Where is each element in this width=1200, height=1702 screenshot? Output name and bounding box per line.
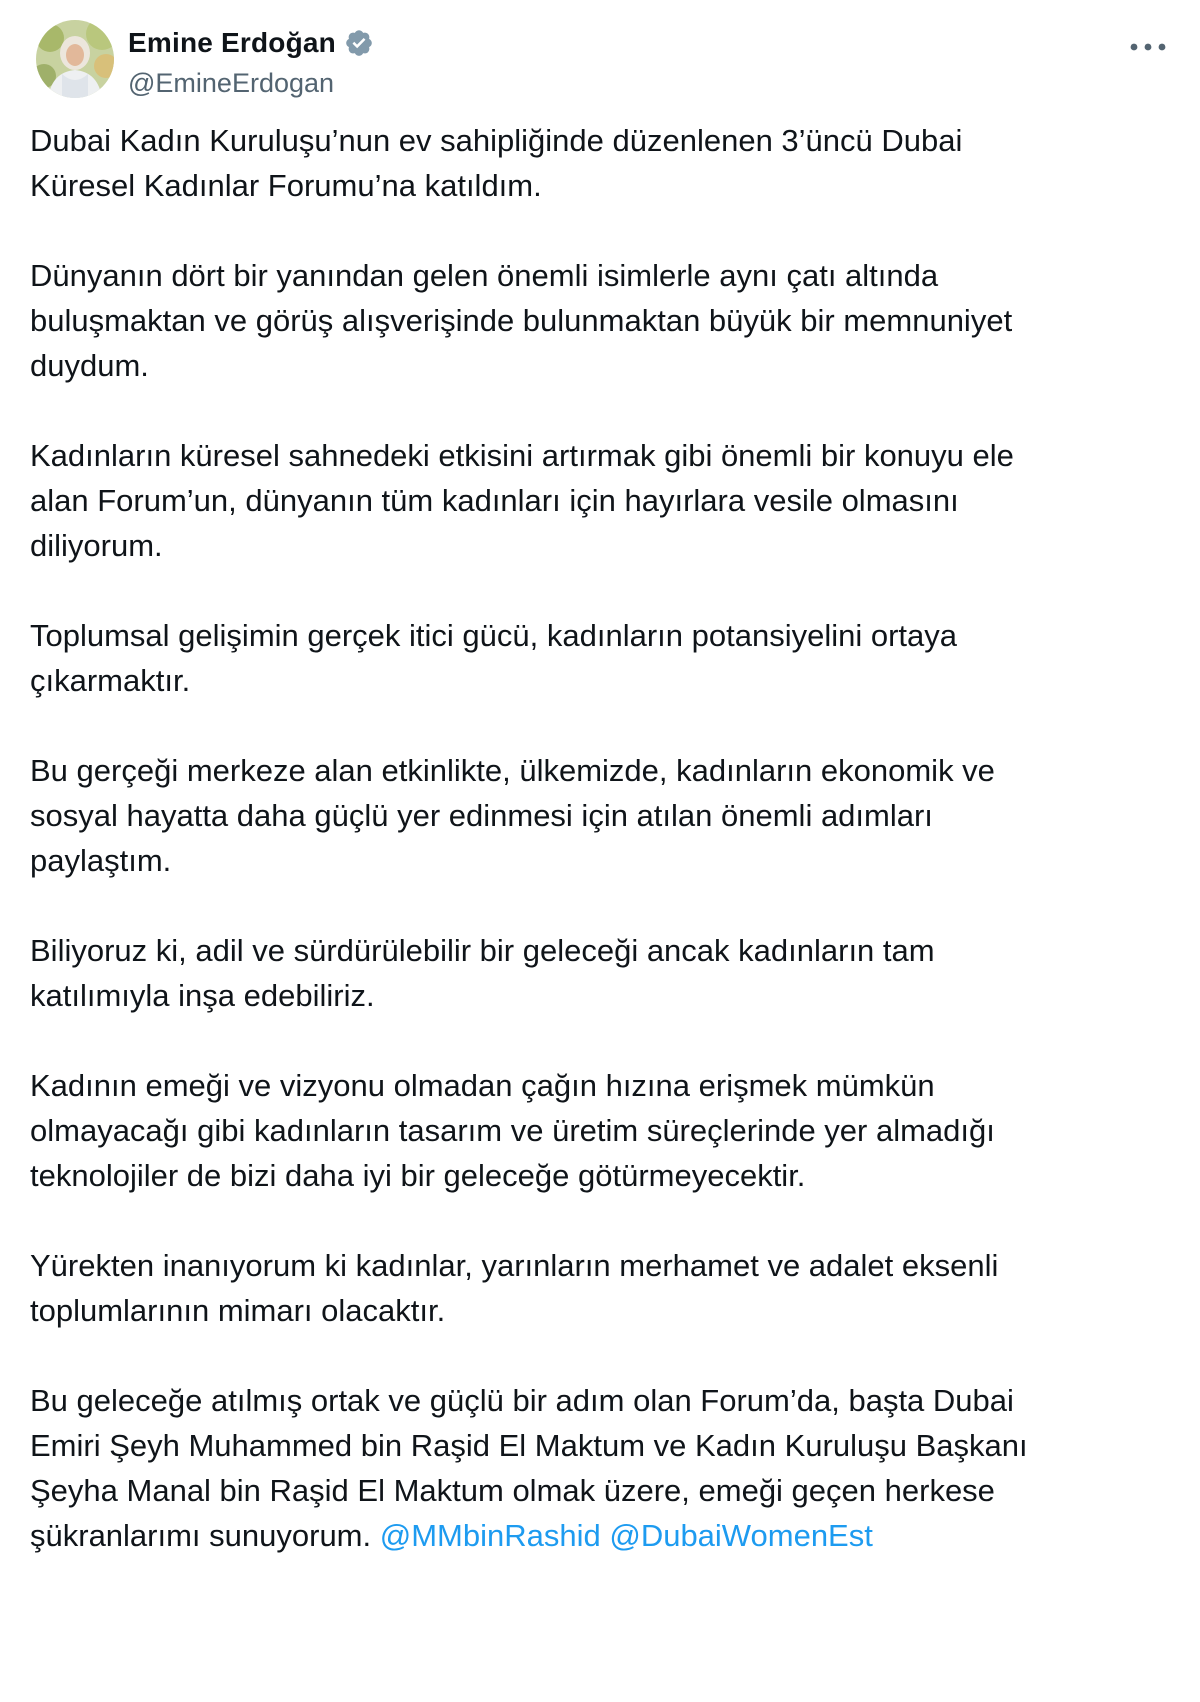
tweet-paragraph: Kadının emeği ve vizyonu olmadan çağın hızına erişmek mümkün olmayacağı gibi kadınların tasarım ve üretim süreçlerinde yer almadığı teknolojiler de bizi daha iyi bir geleceğe götürmeyecektir. [30,1068,995,1193]
tweet-paragraph: Dünyanın dört bir yanından gelen önemli isimlerle aynı çatı altında buluşmaktan ve görüş alışverişinde bulunmaktan büyük bir memnuniyet duydum. [30,258,1013,383]
author-identity [128,24,374,99]
more-options-icon[interactable] [1126,34,1170,60]
tweet-text [30,118,1180,1558]
author-avatar[interactable] [36,20,114,98]
tweet-final-paragraph [30,1378,1180,1558]
author-name-row[interactable] [128,24,374,62]
tweet-paragraph: Toplumsal gelişimin gerçek itici gücü, kadınların potansiyelini ortaya çıkarmaktır. [30,618,958,698]
author-name[interactable]: Emine Erdoğan [128,27,336,58]
tweet-paragraph: Biliyoruz ki, adil ve sürdürülebilir bir geleceği ancak kadınların tam katılımıyla inşa edebiliriz. [30,933,935,1013]
mention-mmbinrashid[interactable]: @MMbinRashid [379,1518,601,1553]
tweet-header [30,14,1180,104]
tweet-paragraph: Yürekten inanıyorum ki kadınlar, yarınların merhamet ve adalet eksenli toplumlarının mimarı olacaktır. [30,1248,999,1328]
tweet-paragraph: Dubai Kadın Kuruluşu’nun ev sahipliğinde düzenlenen 3’üncü Dubai Küresel Kadınlar Forumu’na katıldım. [30,123,963,203]
author-handle[interactable]: @EmineErdogan [128,68,335,98]
tweet-paragraph: Kadınların küresel sahnedeki etkisini artırmak gibi önemli bir konuyu ele alan Forum’un, dünyanın tüm kadınları için hayırlara vesile olmasını diliyorum. [30,438,1014,563]
tweet-paragraph: Bu gerçeği merkeze alan etkinlikte, ülkemizde, kadınların ekonomik ve sosyal hayatta daha güçlü yer edinmesi için atılan önemli adımları paylaştım. [30,753,995,878]
verified-badge-icon [344,28,374,58]
avatar-photo [36,20,114,98]
mention-dubaiwomenest[interactable]: @DubaiWomenEst [609,1518,873,1553]
tweet-final-text: Bu geleceğe atılmış ortak ve güçlü bir adım olan Forum’da, başta Dubai Emiri Şeyh Muhammed bin Raşid El Maktum ve Kadın Kuruluşu Başkanı Şeyha Manal bin Raşid El Maktum olmak üzere, emeği geçen herkese şükranlarımı sunuyorum. [30,1383,1028,1553]
